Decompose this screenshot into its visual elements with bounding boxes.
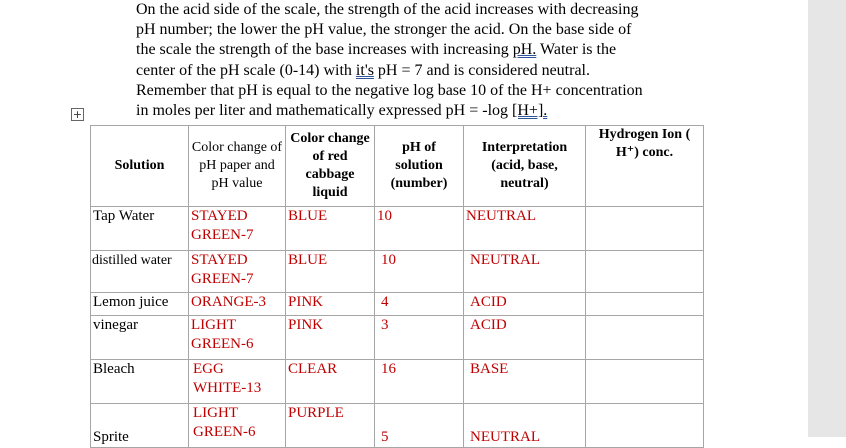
cell-ph-paper[interactable]: STAYED GREEN-7: [189, 207, 286, 251]
cell-ph-paper[interactable]: ORANGE-3: [189, 293, 286, 316]
cell-ph-paper[interactable]: LIGHT GREEN-6: [189, 316, 286, 360]
grammar-flag[interactable]: [H+].: [512, 102, 548, 120]
cell-solution[interactable]: distilled water: [91, 251, 189, 293]
cell-cabbage[interactable]: PINK: [286, 293, 375, 316]
cell-cabbage[interactable]: BLUE: [286, 251, 375, 293]
table-row: [91, 404, 704, 448]
cell-hydrogen[interactable]: [586, 316, 704, 360]
table-row: [91, 293, 704, 316]
paragraph-line: in moles per liter and mathematically expressed pH = -log [H+].: [136, 102, 548, 120]
cell-solution[interactable]: vinegar: [91, 316, 189, 360]
cell-cabbage[interactable]: PURPLE: [286, 404, 375, 448]
cell-ph-paper[interactable]: STAYED GREEN-7: [189, 251, 286, 293]
cell-cabbage[interactable]: BLUE: [286, 207, 375, 251]
cell-hydrogen[interactable]: [586, 360, 704, 404]
cell-solution[interactable]: Lemon juice: [91, 293, 189, 316]
table-row: [91, 207, 704, 251]
vertical-scrollbar[interactable]: [808, 0, 846, 437]
cell-hydrogen[interactable]: [586, 293, 704, 316]
cell-cabbage[interactable]: PINK: [286, 316, 375, 360]
results-table[interactable]: [90, 125, 704, 448]
cell-ph-paper[interactable]: LIGHT GREEN-6: [189, 404, 286, 448]
grammar-flag[interactable]: pH.: [512, 41, 537, 59]
cell-hydrogen[interactable]: [586, 404, 704, 448]
paragraph-line: Remember that pH is equal to the negative log base 10 of the H+ concentration: [136, 81, 643, 99]
cell-interpretation[interactable]: NEUTRAL: [464, 404, 586, 448]
body-paragraph[interactable]: [136, 0, 726, 121]
cell-hydrogen[interactable]: [586, 207, 704, 251]
cell-interpretation[interactable]: NEUTRAL: [464, 207, 586, 251]
cell-interpretation[interactable]: NEUTRAL: [464, 251, 586, 293]
cell-ph-paper[interactable]: EGG WHITE-13: [189, 360, 286, 404]
cell-interpretation[interactable]: BASE: [464, 360, 586, 404]
paragraph-line: the scale the strength of the base increases with increasing pH. Water is the: [136, 41, 617, 59]
paragraph-line: On the acid side of the scale, the strength of the acid increases with decreasing: [136, 1, 639, 18]
cell-interpretation[interactable]: ACID: [464, 316, 586, 360]
cell-interpretation[interactable]: ACID: [464, 293, 586, 316]
header-hydrogen-ion: Hydrogen Ion ( H⁺) conc.: [586, 126, 704, 207]
paragraph-line: pH number; the lower the pH value, the stronger the acid. On the base side of: [136, 21, 632, 39]
cell-ph[interactable]: 10: [375, 207, 464, 251]
table-row: [91, 360, 704, 404]
grammar-flag[interactable]: it's: [355, 61, 374, 79]
paragraph-line: center of the pH scale (0-14) with it's pH = 7 and is considered neutral.: [136, 61, 590, 79]
cell-hydrogen[interactable]: [586, 251, 704, 293]
header-ph-of-solution: pH of solution (number): [375, 126, 464, 207]
table-row: [91, 316, 704, 360]
cell-solution[interactable]: Sprite: [91, 404, 189, 448]
table-header-row: [91, 126, 704, 207]
cell-ph[interactable]: 5: [375, 404, 464, 448]
header-solution: Solution: [91, 126, 189, 207]
header-color-change-ph-paper: Color change of pH paper and pH value: [189, 126, 286, 207]
cell-solution[interactable]: Tap Water: [91, 207, 189, 251]
header-color-change-cabbage: Color change of red cabbage liquid: [286, 126, 375, 207]
cell-ph[interactable]: 10: [375, 251, 464, 293]
cell-ph[interactable]: 3: [375, 316, 464, 360]
cell-ph[interactable]: 4: [375, 293, 464, 316]
table-move-handle-icon[interactable]: +: [72, 108, 83, 121]
cell-cabbage[interactable]: CLEAR: [286, 360, 375, 404]
cell-ph[interactable]: 16: [375, 360, 464, 404]
header-interpretation: Interpretation (acid, base, neutral): [464, 126, 586, 207]
table-row: [91, 251, 704, 293]
cell-solution[interactable]: Bleach: [91, 360, 189, 404]
